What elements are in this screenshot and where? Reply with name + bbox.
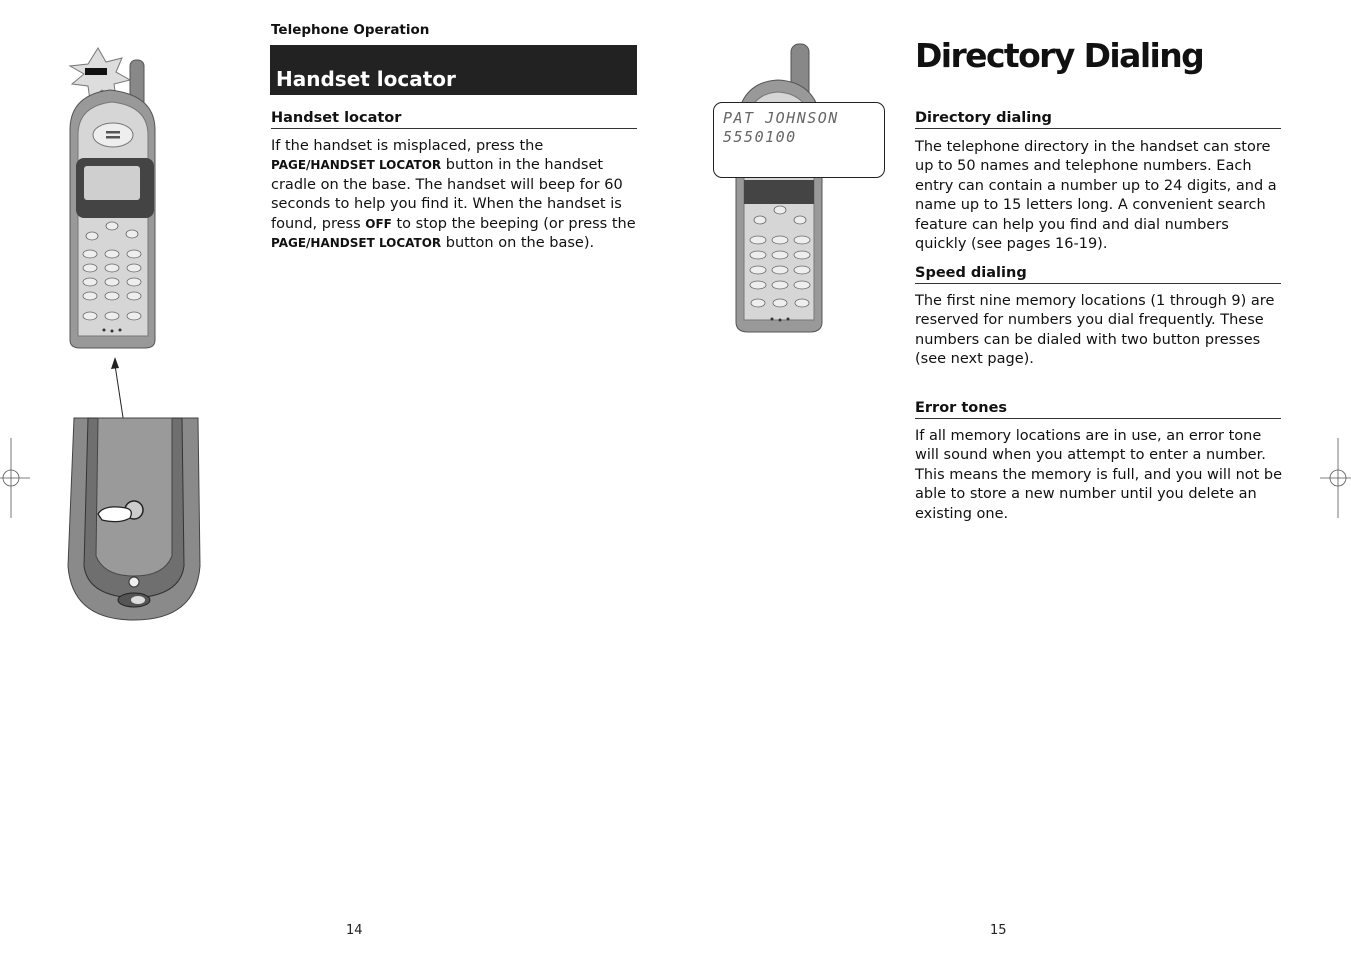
para-text-3: to stop the beeping (or press the	[391, 215, 636, 232]
handset-display-callout	[713, 102, 885, 178]
registration-mark-left	[0, 438, 32, 518]
registration-mark-right	[1318, 438, 1351, 518]
subheading-speed-dialing: Speed dialing	[915, 265, 1281, 284]
page-button-icon	[98, 507, 131, 522]
page-title: Directory Dialing	[915, 36, 1204, 75]
page-number-left: 14	[346, 923, 363, 938]
para-text-1: If the handset is misplaced, press the	[271, 138, 544, 154]
page-title-bar: Handset locator	[270, 45, 637, 95]
error-tones-text: If all memory locations are in use, an error tone will sound when you attempt to enter a number. This means the memory is full, and you will not be able to store a new number until you delete an existing one.	[915, 428, 1283, 522]
key-page-handset-locator-2: PAGE/HANDSET LOCATOR	[271, 236, 442, 251]
subheading-error-tones: Error tones	[915, 400, 1281, 419]
display-name-line: PAT JOHNSON	[723, 109, 839, 127]
page-number-right: 15	[990, 923, 1007, 938]
para-text-4: button on the base).	[441, 235, 595, 252]
key-page-handset-locator: PAGE/HANDSET LOCATOR	[271, 158, 442, 173]
subheading-handset-locator: Handset locator	[271, 110, 637, 129]
para-text-2: button in the handset cradle on the base. The handset will beep for 60 seconds to help you find it. When the handset is found, press	[271, 157, 623, 232]
display-number-line: 5550100	[723, 128, 797, 146]
handset-illustration	[60, 40, 170, 360]
base-cradle-illustration	[64, 416, 204, 622]
handset-locator-paragraph	[271, 137, 638, 253]
speed-dialing-text: The first nine memory locations (1 through 9) are reserved for numbers you dial frequently. These numbers can be dialed with two button presses (see next page).	[915, 293, 1275, 368]
key-off: OFF	[365, 216, 392, 231]
directory-handset-illustration	[730, 40, 830, 340]
subheading-directory-dialing: Directory dialing	[915, 110, 1281, 129]
directory-dialing-text: The telephone directory in the handset can store up to 50 names and telephone numbers. Each entry can contain a number up to 24 digits, and a name up to 15 letters long. A convenient search feature can help you find and dial numbers quickly (see pages 16-19).	[915, 139, 1277, 253]
section-label: Telephone Operation	[271, 22, 430, 38]
